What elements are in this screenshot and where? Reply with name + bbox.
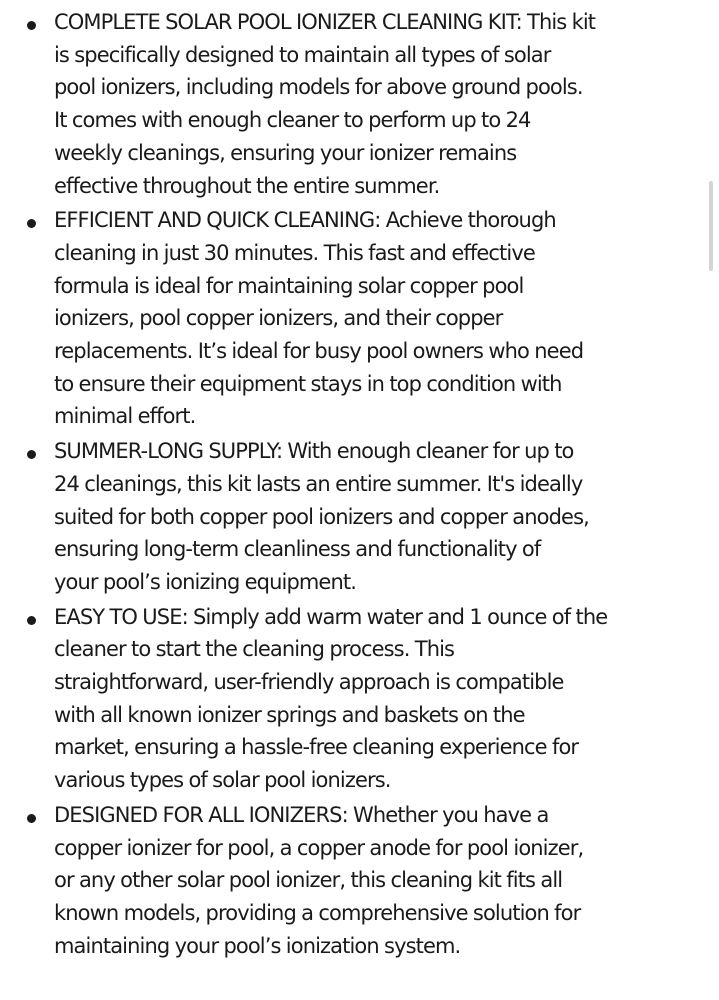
feature-line: COMPLETE SOLAR POOL IONIZER CLEANING KIT: This kit [54, 10, 596, 34]
feature-line: is specifically designed to maintain all types of solar [54, 42, 551, 67]
feature-line: effective throughout the entire summer. [54, 173, 440, 198]
bullet-icon [27, 616, 36, 625]
feature-line: straightforward, user-friendly approach is compatible [54, 670, 564, 695]
feature-text [54, 204, 696, 433]
feature-line: SUMMER-LONG SUPPLY: With enough cleaner for up to [54, 439, 574, 464]
feature-line: 24 cleanings, this kit lasts an entire summer. It's ideally [54, 471, 583, 496]
feature-line: ionizers, pool copper ionizers, and their copper [54, 306, 503, 331]
feature-line: cleaning in just 30 minutes. This fast and effective [54, 240, 535, 265]
feature-text [54, 435, 696, 599]
scrollbar-thumb[interactable] [709, 181, 713, 271]
bullet-icon [27, 219, 36, 228]
feature-line: replacements. It’s ideal for busy pool owners who need [54, 339, 584, 364]
feature-line: copper ionizer for pool, a copper anode for pool ionizer, [54, 835, 584, 860]
feature-text [54, 601, 696, 797]
bullet-icon [27, 814, 36, 823]
feature-line: ensuring long-term cleanliness and functionality of [54, 537, 541, 562]
feature-item-all-ionizers [0, 799, 700, 963]
feature-line: It comes with enough cleaner to perform up to 24 [54, 108, 531, 133]
feature-line: EASY TO USE: Simply add warm water and 1 ounce of the [54, 604, 608, 629]
feature-line: with all known ionizer springs and baskets on the [54, 702, 525, 727]
feature-line: known models, providing a comprehensive solution for [54, 900, 581, 925]
bullet-icon [27, 21, 36, 30]
feature-line: suited for both copper pool ionizers and copper anodes, [54, 504, 589, 529]
feature-item-easy-to-use [0, 601, 700, 797]
feature-item-efficient-cleaning [0, 204, 700, 433]
feature-line: DESIGNED FOR ALL IONIZERS: Whether you have a [54, 802, 549, 827]
feature-line: or any other solar pool ionizer, this cleaning kit fits all [54, 868, 563, 893]
feature-line: various types of solar pool ionizers. [54, 768, 391, 793]
feature-item-complete-kit [0, 6, 700, 202]
feature-line: pool ionizers, including models for above ground pools. [54, 75, 583, 100]
feature-text [54, 799, 696, 963]
feature-text [54, 6, 696, 202]
feature-item-summer-supply [0, 435, 700, 599]
feature-list [0, 6, 700, 962]
feature-line: maintaining your pool’s ionization system. [54, 933, 461, 958]
feature-line: market, ensuring a hassle-free cleaning experience for [54, 735, 579, 760]
feature-line: formula is ideal for maintaining solar copper pool [54, 273, 524, 298]
feature-line: to ensure their equipment stays in top condition with [54, 371, 562, 396]
feature-line: cleaner to start the cleaning process. This [54, 637, 455, 662]
feature-line: your pool’s ionizing equipment. [54, 569, 356, 594]
product-features [0, 6, 700, 964]
feature-line: EFFICIENT AND QUICK CLEANING: Achieve thorough [54, 208, 556, 233]
feature-line: weekly cleanings, ensuring your ionizer remains [54, 140, 517, 165]
bullet-icon [27, 450, 36, 459]
feature-line: minimal effort. [54, 404, 196, 429]
